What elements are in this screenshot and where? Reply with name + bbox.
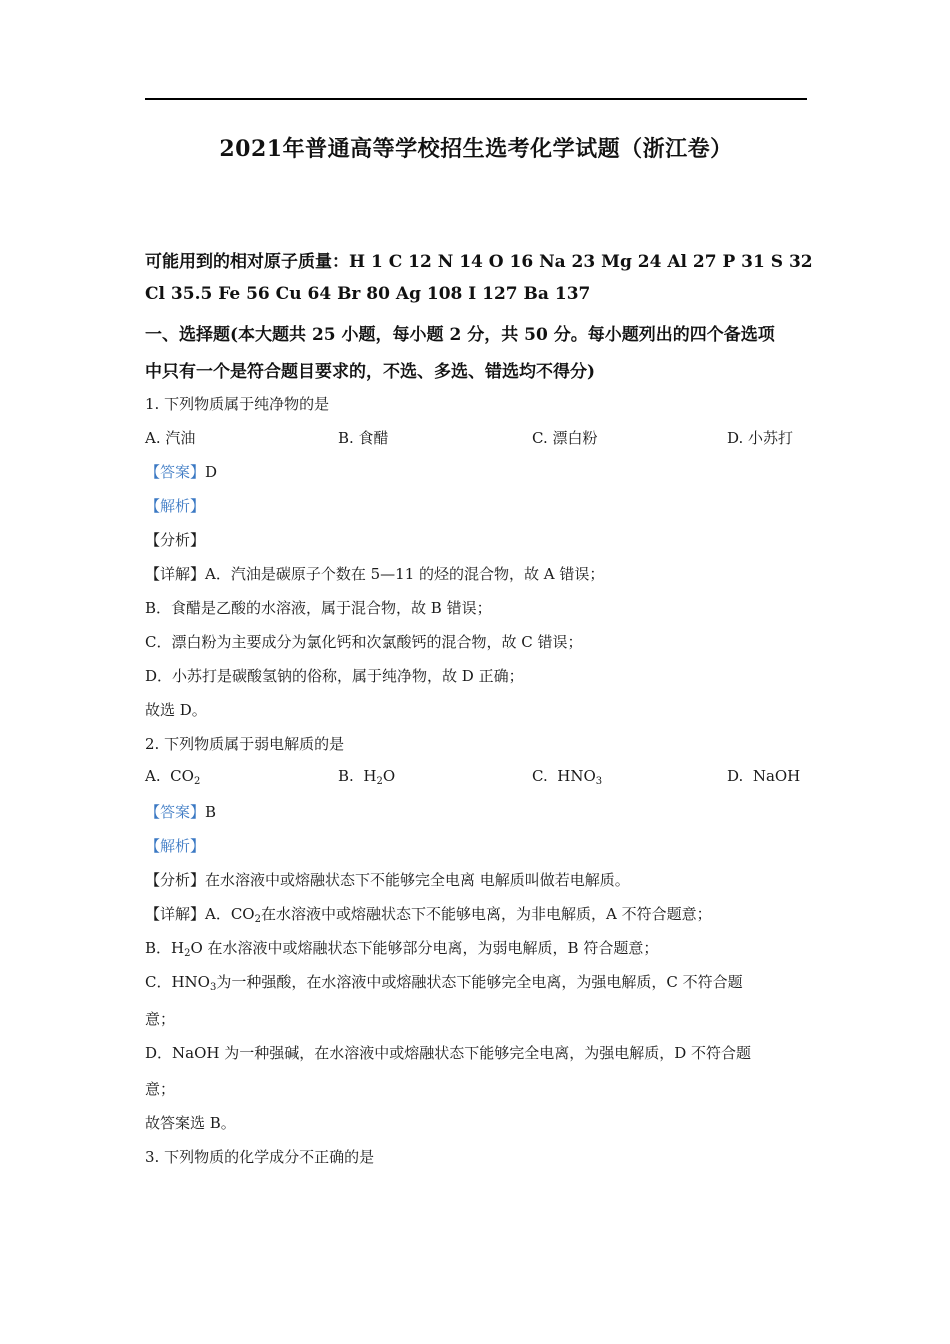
q1-detail-4: D．小苏打是碳酸氢钠的俗称，属于纯净物，故 D 正确； [145,667,524,685]
q2-analysis-tag: 【解析】 [145,837,206,855]
q1-answer [145,461,217,482]
q1-option-b: B. 食醋 [338,429,389,447]
q2-option-c: C. $HNO_3$ [532,767,603,787]
q2-detail-3: C．$HNO_3$为一种强酸，在水溶液中或熔融状态下能够完全电离，为强电解质，C 不符合题 [145,973,743,993]
q1-detail-1: 【详解】A．汽油是碳原子个数在 5—11 的烃的混合物，故 A 错误； [145,565,605,583]
q1-answer-value: D [205,463,218,481]
q1-analysis-tag: 【解析】 [145,497,206,515]
q2-answer-value: B [205,803,217,821]
q1-fenxi-tag: 【分析】 [145,531,206,549]
q3-stem: 3. 下列物质的化学成分不正确的是 [145,1148,375,1166]
q1-detail-2: B．食醋是乙酸的水溶液，属于混合物，故 B 错误； [145,599,492,617]
q2-option-d: D. NaOH [727,767,801,785]
q2-stem: 2. 下列物质属于弱电解质的是 [145,735,345,753]
q2-answer-tag: 【答案】 [145,803,206,821]
q2-answer [145,801,216,822]
atomic-masses-line-2: Cl 35.5 Fe 56 Cu 64 Br 80 Ag 108 I 127 Ba 137 [145,284,591,304]
q2-fenxi: 【分析】在水溶液中或熔融状态下不能够完全电离 电解质叫做若电解质。 [145,871,630,889]
q2-option-b: B. $H_2O$ [338,767,396,787]
page-title: 2021年普通高等学校招生选考化学试题（浙江卷） [219,136,733,162]
q1-answer-tag: 【答案】 [145,463,206,481]
q2-option-a: A. $CO_2$ [145,767,201,787]
section-heading-line-2: 中只有一个是符合题目要求的，不选、多选、错选均不得分) [145,362,596,382]
header-rule [145,98,807,100]
q2-detail-2: B．$H_2O$ 在水溶液中或熔融状态下能够部分电离，为弱电解质，B 符合题意； [145,939,659,959]
q2-conclusion: 故答案选 B。 [145,1114,236,1132]
q2-detail-3-cont: 意； [145,1010,176,1028]
atomic-masses-line-1: 可能用到的相对原子质量：H 1 C 12 N 14 O 16 Na 23 Mg 24 Al 27 P 31 S 32 [145,252,813,272]
q1-option-c: C. 漂白粉 [532,429,598,447]
q2-detail-4-cont: 意； [145,1080,176,1098]
q1-conclusion: 故选 D。 [145,701,207,719]
q1-detail-3: C．漂白粉为主要成分为氯化钙和次氯酸钙的混合物，故 C 错误； [145,633,583,651]
q2-detail-4: D．NaOH 为一种强碱，在水溶液中或熔融状态下能够完全电离，为强电解质，D 不符合题 [145,1044,752,1062]
q1-option-a: A. 汽油 [145,429,196,447]
q1-option-d: D. 小苏打 [727,429,794,447]
section-heading-line-1: 一、选择题(本大题共 25 小题，每小题 2 分，共 50 分。每小题列出的四个备选项 [145,325,775,345]
q2-detail-1: 【详解】A．$CO_2$在水溶液中或熔融状态下不能够电离，为非电解质，A 不符合题意； [145,905,712,925]
q1-stem: 1. 下列物质属于纯净物的是 [145,395,330,413]
